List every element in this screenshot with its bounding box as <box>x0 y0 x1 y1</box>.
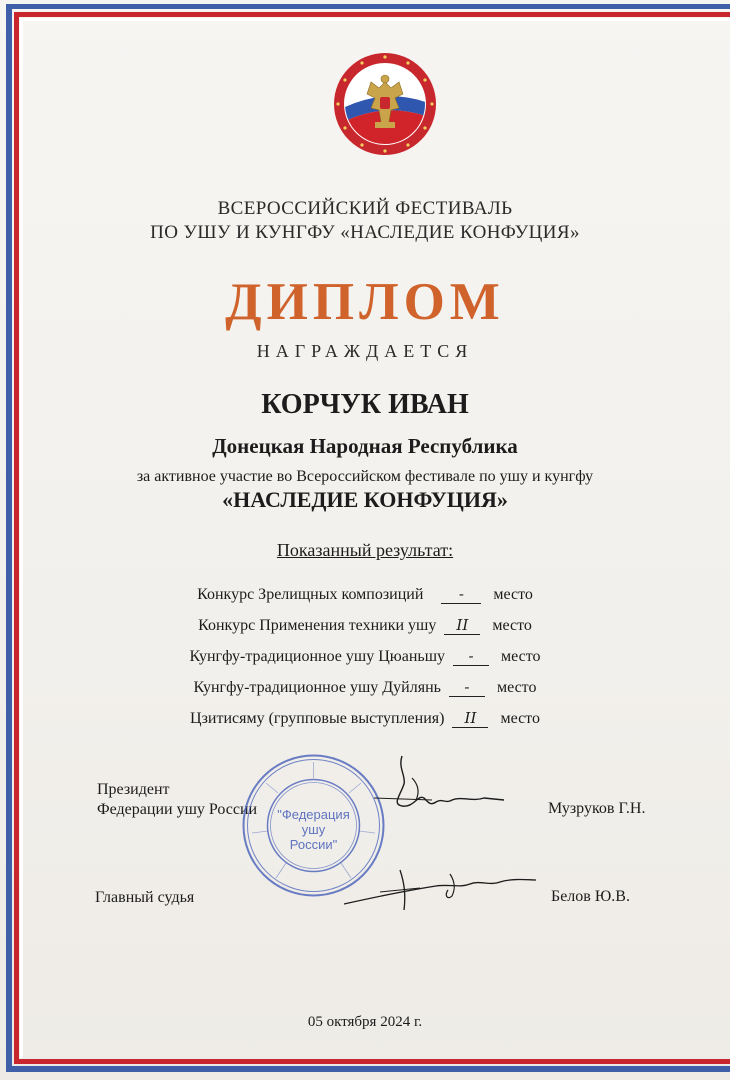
awarded-caption: НАГРАЖДАЕТСЯ <box>256 341 474 361</box>
judge-signature <box>340 866 540 914</box>
award-reason: за активное участие во Всероссийском фестивале по ушу и кунгфу <box>136 468 594 485</box>
result-suffix: место <box>496 679 537 696</box>
recipient-name: КОРЧУК ИВАН <box>261 389 469 420</box>
judge-name: Белов Ю.В. <box>551 888 630 905</box>
result-row <box>0 707 730 738</box>
stamp-text-1: "Федерация <box>277 807 350 822</box>
results-heading: Показанный результат: <box>276 540 454 560</box>
result-place: - <box>449 678 485 697</box>
result-place: II <box>452 709 488 728</box>
president-label-2: Федерации ушу России <box>97 801 258 818</box>
result-place: - <box>441 585 481 604</box>
festival-line-1: ВСЕРОССИЙСКИЙ ФЕСТИВАЛЬ <box>217 198 513 219</box>
federation-emblem-icon <box>333 52 437 156</box>
result-suffix: место <box>501 648 541 665</box>
result-suffix: место <box>500 710 540 727</box>
result-place: II <box>444 616 480 635</box>
results-list <box>0 583 730 738</box>
recipient-region: Донецкая Народная Республика <box>212 434 518 458</box>
president-signature <box>372 748 512 818</box>
judge-title: Главный судья <box>95 889 195 906</box>
festival-line-2: ПО УШУ И КУНГФУ «НАСЛЕДИЕ КОНФУЦИЯ» <box>150 222 580 243</box>
result-label: Кунгфу-традиционное ушу Дуйлянь <box>193 679 441 696</box>
stamp-text-3: России" <box>289 837 338 852</box>
result-row <box>0 614 730 645</box>
result-row <box>0 645 730 676</box>
result-label: Кунгфу-традиционное ушу Цюаньшу <box>189 648 446 665</box>
result-suffix: место <box>493 586 533 603</box>
result-suffix: место <box>492 617 532 634</box>
event-name: «НАСЛЕДИЕ КОНФУЦИЯ» <box>222 487 508 512</box>
result-place: - <box>453 647 489 666</box>
stamp-text-2: ушу <box>301 822 326 837</box>
diploma-title: ДИПЛОМ <box>225 273 505 331</box>
issue-date: 05 октября 2024 г. <box>307 1014 423 1030</box>
result-row <box>0 676 730 707</box>
president-title <box>97 780 257 820</box>
result-label: Цзитисяму (групповые выступления) <box>190 710 445 727</box>
festival-title <box>0 197 730 245</box>
result-label: Конкурс Применения техники ушу <box>198 617 437 634</box>
result-label: Конкурс Зрелищных композиций <box>197 586 424 603</box>
result-row <box>0 583 730 614</box>
president-label-1: Президент <box>97 781 170 798</box>
president-name: Музруков Г.Н. <box>548 800 646 817</box>
